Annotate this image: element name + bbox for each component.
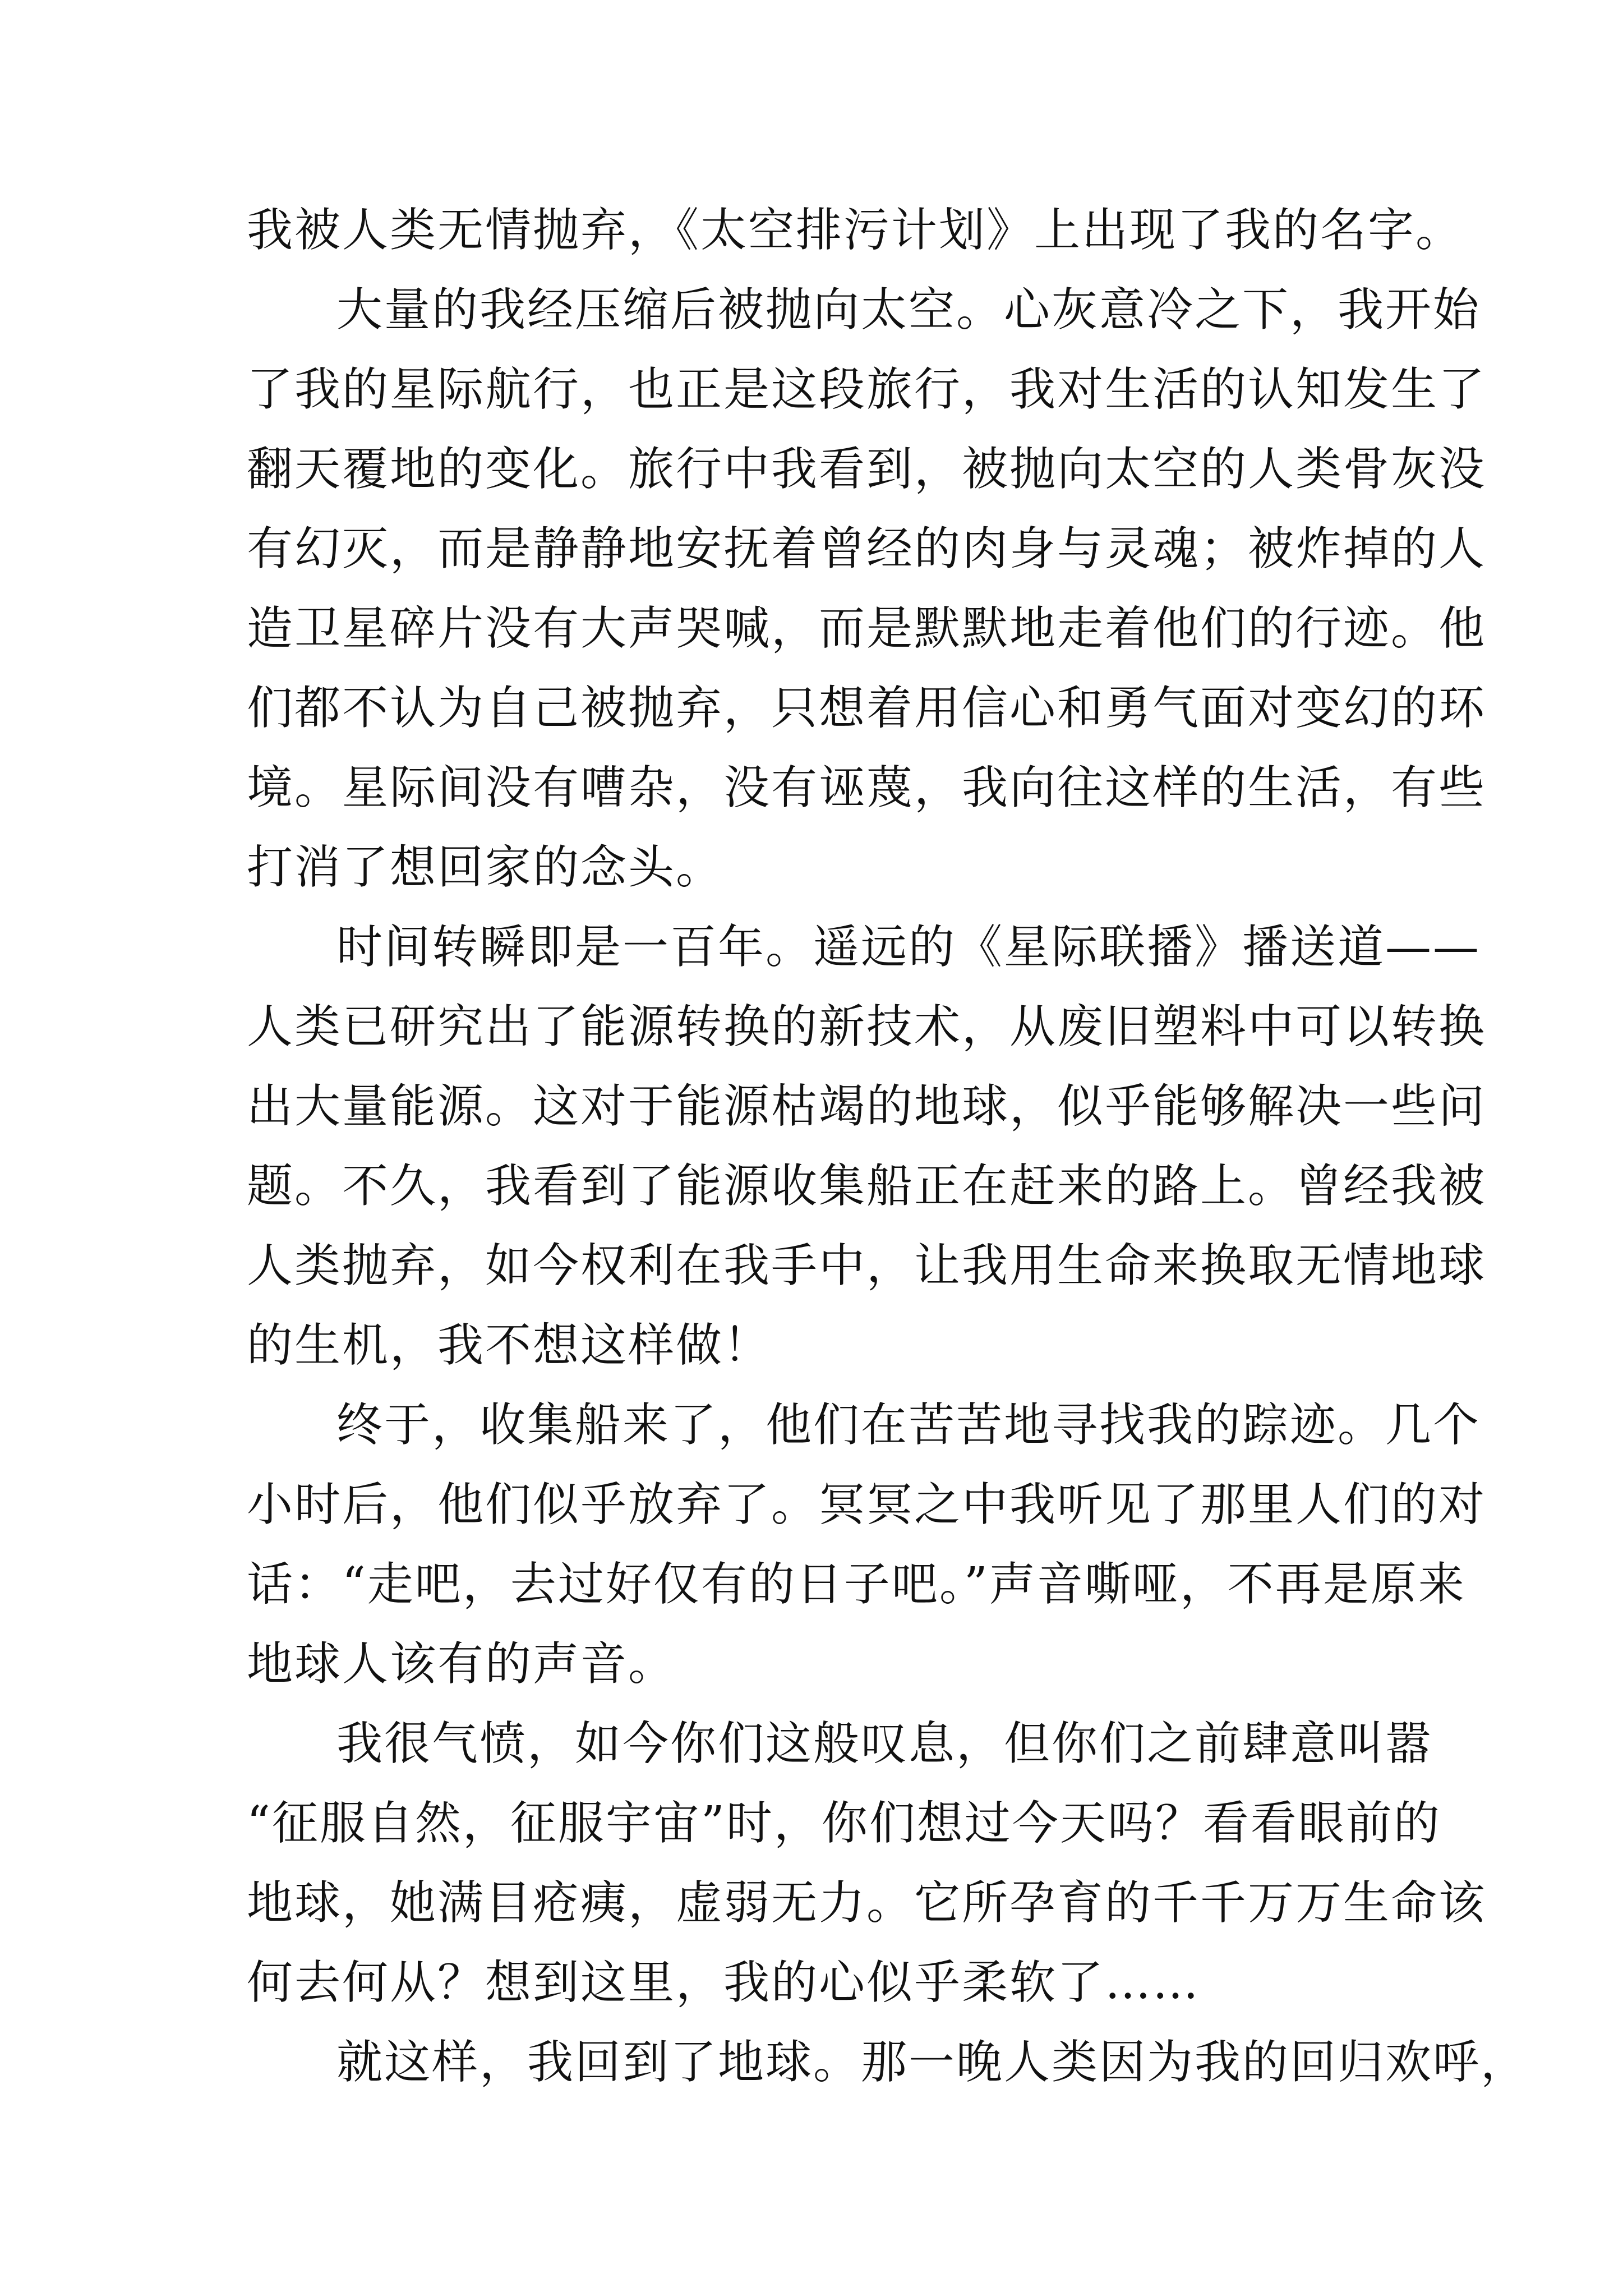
text-line: 话：“走吧，去过好仅有的日子吧。”声音嘶哑，不再是原来 [247, 1558, 1466, 1611]
text-line: “征服自然，征服宇宙”时，你们想过今天吗？看看眼前的 [247, 1797, 1441, 1850]
text-line: 何去何从？想到这里，我的心似乎柔软了…… [247, 1956, 1201, 2009]
text-line: 人类已研究出了能源转换的新技术，从废旧塑料中可以转换 [247, 1000, 1487, 1053]
text-line: 题。不久，我看到了能源收集船正在赶来的路上。曾经我被 [247, 1159, 1487, 1213]
text-line: 我被人类无情抛弃，《太空排污计划》上出现了我的名字。 [247, 204, 1464, 257]
document-body [247, 191, 1529, 2102]
text-line: 有幻灭，而是静静地安抚着曾经的肉身与灵魂；被炸掉的人 [247, 522, 1487, 576]
text-line: 就这样，我回到了地球。那一晚人类因为我的回归欢呼， [336, 2036, 1529, 2089]
text-line: 地球人该有的声音。 [247, 1637, 676, 1691]
text-line: 境。星际间没有嘈杂，没有诬蔑，我向往这样的生活，有些 [247, 761, 1487, 815]
text-line: 了我的星际航行，也正是这段旅行，我对生活的认知发生了 [247, 363, 1487, 416]
text-line: 终于，收集船来了，他们在苦苦地寻找我的踪迹。几个 [336, 1398, 1481, 1452]
text-line: 地球，她满目疮痍，虚弱无力。它所孕育的千千万万生命该 [247, 1876, 1487, 1930]
text-line: 翻天覆地的变化。旅行中我看到，被抛向太空的人类骨灰没 [247, 443, 1487, 496]
text-line: 时间转瞬即是一百年。遥远的《星际联播》播送道—— [336, 921, 1481, 974]
text-line: 们都不认为自己被抛弃，只想着用信心和勇气面对变幻的环 [247, 682, 1487, 735]
text-line: 小时后，他们似乎放弃了。冥冥之中我听见了那里人们的对 [247, 1478, 1487, 1531]
text-line: 大量的我经压缩后被抛向太空。心灰意冷之下，我开始 [336, 283, 1481, 337]
text-line: 打消了想回家的念头。 [247, 841, 724, 894]
text-line: 造卫星碎片没有大声哭喊，而是默默地走着他们的行迹。他 [247, 602, 1487, 655]
text-line: 人类抛弃，如今权利在我手中，让我用生命来换取无情地球 [247, 1239, 1487, 1292]
text-line: 出大量能源。这对于能源枯竭的地球，似乎能够解决一些问 [247, 1080, 1487, 1133]
text-line: 的生机，我不想这样做！ [247, 1319, 772, 1372]
text-line: 我很气愤，如今你们这般叹息，但你们之前肆意叫嚣 [336, 1717, 1433, 1770]
